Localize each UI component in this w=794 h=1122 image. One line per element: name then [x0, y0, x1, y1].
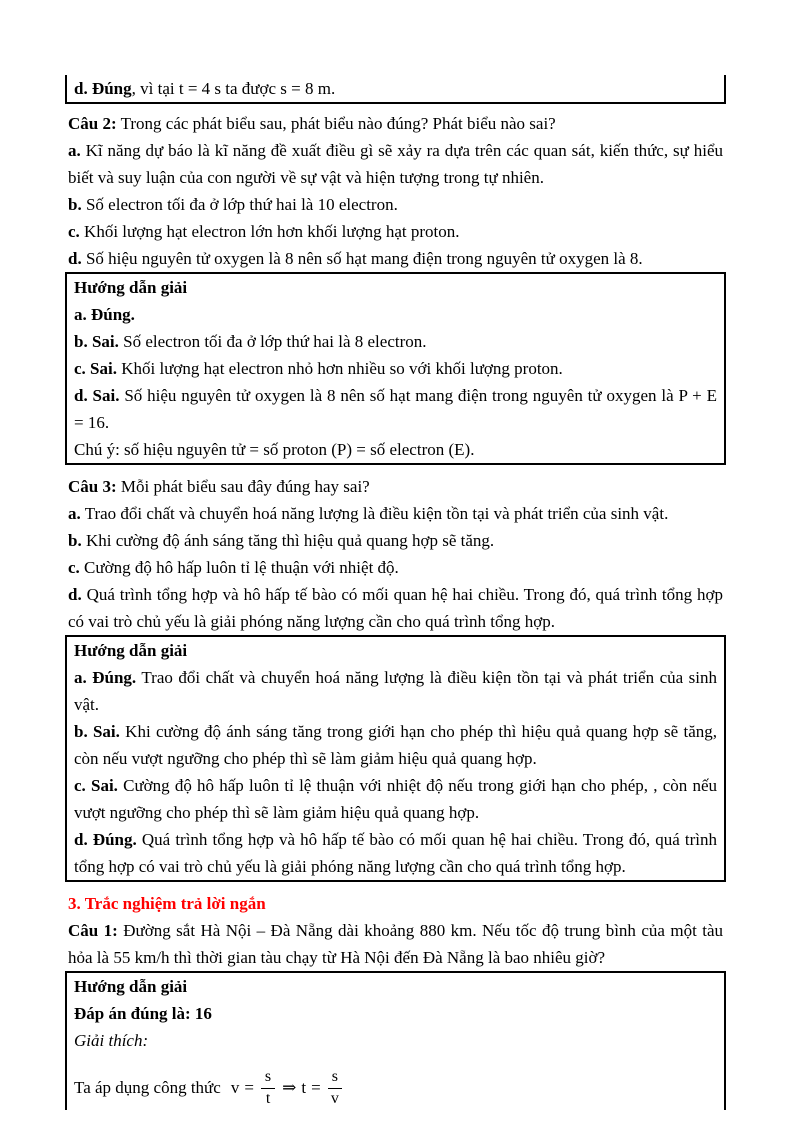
solution-line-b: [74, 328, 717, 355]
document-content: [65, 0, 726, 1110]
statement-letter: c.: [68, 558, 80, 577]
verdict-label: c. Sai.: [74, 776, 118, 795]
question2-title: [65, 110, 726, 137]
verdict-label: b. Sai.: [74, 332, 119, 351]
correct-answer-text: Đáp án đúng là: 16: [74, 1004, 212, 1023]
question2-number: Câu 2:: [68, 114, 117, 133]
solution-text: Quá trình tổng hợp và hô hấp tế bào có mối quan hệ hai chiều. Trong đó, quá trình tổng hợp có vai trò chủ yếu là giải phóng năng lượng cần cho quá trình tổng hợp.: [74, 830, 717, 876]
solution-box-short-q1: [65, 971, 726, 1110]
question1-number: Câu 1:: [68, 921, 118, 940]
statement-text: Số electron tối đa ở lớp thứ hai là 10 electron.: [81, 195, 398, 214]
question3-statement-c: [65, 554, 726, 581]
solution-text: Khối lượng hạt electron nhỏ hơn nhiều so với khối lượng proton.: [116, 359, 563, 378]
correct-answer-line: [74, 1000, 717, 1027]
verdict-label: d. Sai.: [74, 386, 120, 405]
solution-text: Số electron tối đa ở lớp thứ hai là 8 electron.: [118, 332, 427, 351]
question2-statement-b: [65, 191, 726, 218]
solution-text: Chú ý: số hiệu nguyên tử = số proton (P) = số electron (E).: [74, 440, 475, 459]
question3-statement-a: [65, 500, 726, 527]
fraction-s-over-v: [328, 1068, 342, 1108]
implies-arrow-icon: ⇒: [282, 1078, 297, 1097]
statement-letter: d.: [68, 585, 82, 604]
fraction-denominator: v: [330, 1089, 339, 1107]
solution-line-a: [74, 301, 717, 328]
equals-sign: =: [244, 1078, 254, 1097]
verdict-label: a. Đúng.: [74, 668, 137, 687]
fraction-s-over-t: [261, 1068, 275, 1108]
question2-title-text: Trong các phát biểu sau, phát biểu nào đúng? Phát biểu nào sai?: [116, 114, 556, 133]
fraction-numerator: s: [261, 1068, 275, 1088]
question3-number: Câu 3:: [68, 477, 117, 496]
explain-label: Giải thích:: [74, 1031, 149, 1050]
formula-prefix: Ta áp dụng công thức: [74, 1078, 221, 1097]
short-question1: [65, 917, 726, 971]
verdict-label: a. Đúng.: [74, 305, 135, 324]
verdict-label: c. Sai.: [74, 359, 117, 378]
solution-header-text: Hướng dẫn giải: [74, 641, 188, 660]
answer-verdict: d. Đúng: [74, 79, 132, 98]
statement-letter: a.: [68, 141, 81, 160]
statement-letter: b.: [68, 195, 82, 214]
answer-text: , vì tại t = 4 s ta được s = 8 m.: [131, 79, 336, 98]
statement-text: Kĩ năng dự báo là kĩ năng đề xuất điều gì sẽ xảy ra dựa trên các quan sát, kiến thức, sự hiểu biết và suy luận của con người về sự vật và hiện tượng trong tự nhiên.: [68, 141, 723, 187]
question1-text: Đường sắt Hà Nội – Đà Nẵng dài khoảng 880 km. Nếu tốc độ trung bình của một tàu hỏa là 55 km/h thì thời gian tàu chạy từ Hà Nội đến Đà Nẵng là bao nhiêu giờ?: [68, 921, 723, 967]
solution-box-q2: [65, 272, 726, 465]
statement-text: Cường độ hô hấp luôn tỉ lệ thuận với nhiệt độ.: [79, 558, 399, 577]
statement-text: Khối lượng hạt electron lớn hơn khối lượng hạt proton.: [79, 222, 460, 241]
statement-text: Số hiệu nguyên tử oxygen là 8 nên số hạt mang điện trong nguyên tử oxygen là 8.: [81, 249, 643, 268]
fraction-denominator: t: [265, 1089, 271, 1107]
statement-text: Khi cường độ ánh sáng tăng thì hiệu quả quang hợp sẽ tăng.: [81, 531, 495, 550]
statement-letter: d.: [68, 249, 82, 268]
solution-text: Trao đổi chất và chuyển hoá năng lượng là điều kiện tồn tại và phát triển của sinh vật.: [74, 668, 717, 714]
formula-line: [74, 1060, 717, 1116]
solution-header: [74, 637, 717, 664]
solution-box-q3: [65, 635, 726, 882]
question2-statement-a: [65, 137, 726, 191]
solution-header-text: Hướng dẫn giải: [74, 977, 188, 996]
statement-text: Trao đổi chất và chuyển hoá năng lượng là điều kiện tồn tại và phát triển của sinh vật.: [80, 504, 669, 523]
solution-line-b: [74, 718, 717, 772]
solution-text: Khi cường độ ánh sáng tăng trong giới hạn cho phép thì hiệu quả quang hợp sẽ tăng, còn nếu vượt ngưỡng cho phép thì sẽ làm giảm hiệu quả quang hợp.: [74, 722, 717, 768]
statement-letter: c.: [68, 222, 80, 241]
short-answer-section-heading: 3. Trắc nghiệm trả lời ngắn: [68, 894, 266, 913]
statement-letter: b.: [68, 531, 82, 550]
question2-statement-d: [65, 245, 726, 272]
fraction-numerator: s: [328, 1068, 342, 1088]
statement-letter: a.: [68, 504, 81, 523]
answer-line: [74, 75, 717, 102]
solution-header: [74, 274, 717, 301]
statement-text: Quá trình tổng hợp và hô hấp tế bào có mối quan hệ hai chiều. Trong đó, quá trình tổng hợp có vai trò chủ yếu là giải phóng năng lượng cần cho quá trình tổng hợp.: [68, 585, 723, 631]
question3-statement-b: [65, 527, 726, 554]
verdict-label: b. Sai.: [74, 722, 120, 741]
question3-statement-d: [65, 581, 726, 635]
question3-title-text: Mỗi phát biểu sau đây đúng hay sai?: [116, 477, 370, 496]
solution-header-text: Hướng dẫn giải: [74, 278, 188, 297]
solution-header: [74, 973, 717, 1000]
var-t: t: [301, 1078, 307, 1097]
verdict-label: d. Đúng.: [74, 830, 137, 849]
question3-title: [65, 473, 726, 500]
answer-box-top: [65, 75, 726, 104]
solution-line-c: [74, 355, 717, 382]
solution-line-a: [74, 664, 717, 718]
solution-text: Cường độ hô hấp luôn tỉ lệ thuận với nhiệt độ nếu trong giới hạn cho phép, , còn nếu vượt ngưỡng cho phép thì sẽ làm giảm hiệu quả quang hợp.: [74, 776, 717, 822]
solution-note: [74, 436, 717, 463]
velocity-formula: [231, 1068, 344, 1108]
solution-line-c: [74, 772, 717, 826]
solution-line-d: [74, 382, 717, 436]
solution-line-d: [74, 826, 717, 880]
equals-sign: =: [311, 1078, 321, 1097]
var-v: v: [230, 1078, 240, 1097]
solution-text: Số hiệu nguyên tử oxygen là 8 nên số hạt mang điện trong nguyên tử oxygen là P + E = 16.: [74, 386, 717, 432]
question2-statement-c: [65, 218, 726, 245]
